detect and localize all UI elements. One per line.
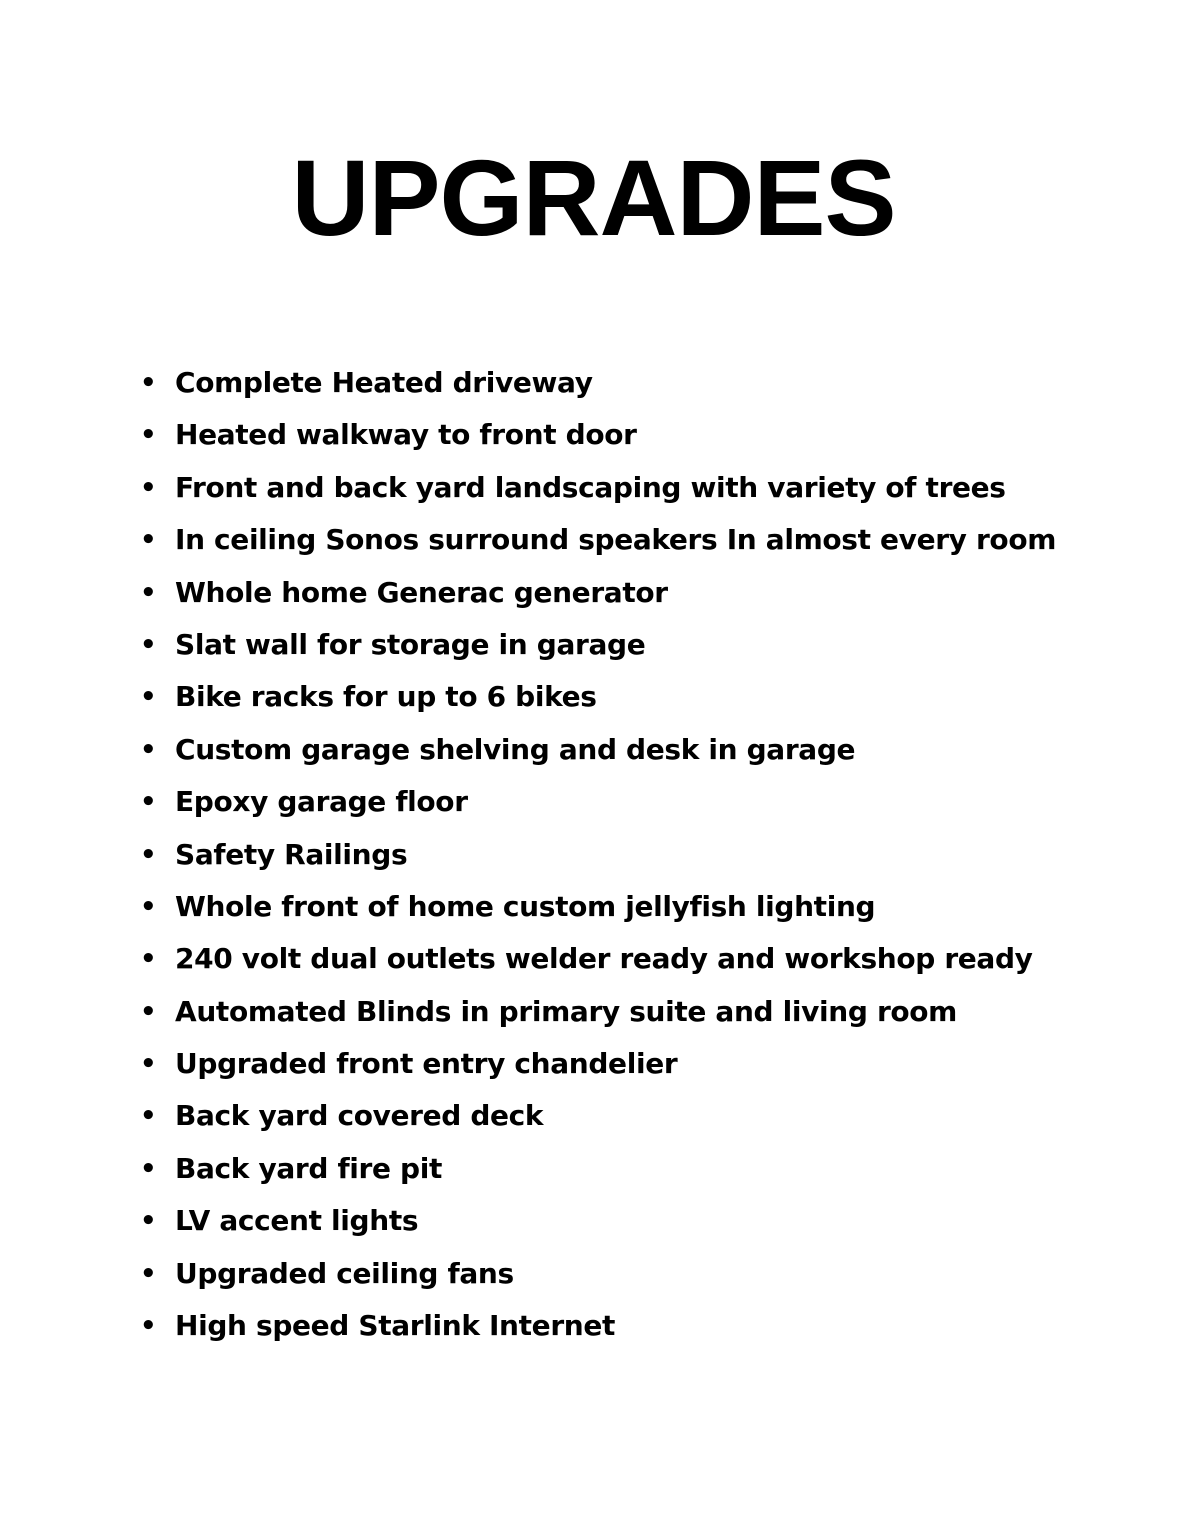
list-item-text: High speed Starlink Internet bbox=[175, 1309, 616, 1343]
upgrades-list bbox=[140, 361, 1120, 1356]
list-item-text: Slat wall for storage in garage bbox=[175, 627, 646, 661]
list-item bbox=[140, 623, 1120, 675]
bullet-icon: • bbox=[140, 525, 157, 556]
bullet-icon: • bbox=[140, 368, 157, 398]
bullet-icon: • bbox=[140, 787, 157, 818]
bullet-icon: • bbox=[140, 1153, 157, 1184]
bullet-icon: • bbox=[140, 577, 157, 608]
list-item-text: Back yard fire pit bbox=[175, 1151, 443, 1185]
list-item bbox=[140, 413, 1120, 465]
list-item-text: Bike racks for up to 6 bikes bbox=[175, 680, 597, 714]
list-item bbox=[140, 1094, 1120, 1146]
bullet-icon: • bbox=[140, 420, 157, 451]
list-item-text: Whole home Generac generator bbox=[175, 575, 668, 609]
list-item-text: Complete Heated driveway bbox=[175, 366, 593, 399]
list-item bbox=[140, 1304, 1120, 1356]
list-item-text: Front and back yard landscaping with variety of trees bbox=[175, 470, 1006, 504]
list-item bbox=[140, 518, 1120, 570]
list-item-text: Upgraded front entry chandelier bbox=[175, 1047, 678, 1081]
list-item bbox=[140, 937, 1120, 989]
list-item-text: Safety Railings bbox=[175, 837, 408, 871]
bullet-icon: • bbox=[140, 629, 157, 660]
list-item bbox=[140, 1199, 1120, 1251]
page-title: UPGRADES bbox=[291, 137, 896, 258]
list-item-text: Custom garage shelving and desk in garage bbox=[175, 732, 856, 766]
list-item-text: Epoxy garage floor bbox=[175, 785, 468, 819]
list-item bbox=[140, 466, 1120, 518]
list-item bbox=[140, 571, 1120, 623]
list-item-text: Whole front of home custom jellyfish lighting bbox=[175, 889, 876, 923]
list-item bbox=[140, 728, 1120, 780]
list-item bbox=[140, 1042, 1120, 1094]
bullet-icon: • bbox=[140, 1101, 157, 1132]
list-item bbox=[140, 675, 1120, 727]
list-item-text: Heated walkway to front door bbox=[175, 418, 637, 452]
bullet-icon: • bbox=[140, 1206, 157, 1237]
list-item-text: Automated Blinds in primary suite and living room bbox=[175, 994, 958, 1028]
list-item bbox=[140, 885, 1120, 937]
bullet-icon: • bbox=[140, 891, 157, 922]
bullet-icon: • bbox=[140, 996, 157, 1027]
list-item bbox=[140, 780, 1120, 832]
bullet-icon: • bbox=[140, 839, 157, 870]
bullet-icon: • bbox=[140, 1311, 157, 1342]
bullet-icon: • bbox=[140, 472, 157, 503]
list-item bbox=[140, 833, 1120, 885]
list-item bbox=[140, 361, 1120, 413]
list-item bbox=[140, 1147, 1120, 1199]
list-item-text: Upgraded ceiling fans bbox=[175, 1256, 514, 1290]
list-item-text: Back yard covered deck bbox=[175, 1099, 544, 1133]
list-item bbox=[140, 1252, 1120, 1304]
bullet-icon: • bbox=[140, 1258, 157, 1289]
bullet-icon: • bbox=[140, 944, 157, 975]
bullet-icon: • bbox=[140, 1049, 157, 1080]
list-item-text: In ceiling Sonos surround speakers In almost every room bbox=[175, 523, 1057, 557]
bullet-icon: • bbox=[140, 734, 157, 765]
bullet-icon: • bbox=[140, 682, 157, 713]
list-item-text: LV accent lights bbox=[175, 1204, 419, 1238]
list-item-text: 240 volt dual outlets welder ready and workshop ready bbox=[175, 942, 1033, 976]
list-item bbox=[140, 990, 1120, 1042]
